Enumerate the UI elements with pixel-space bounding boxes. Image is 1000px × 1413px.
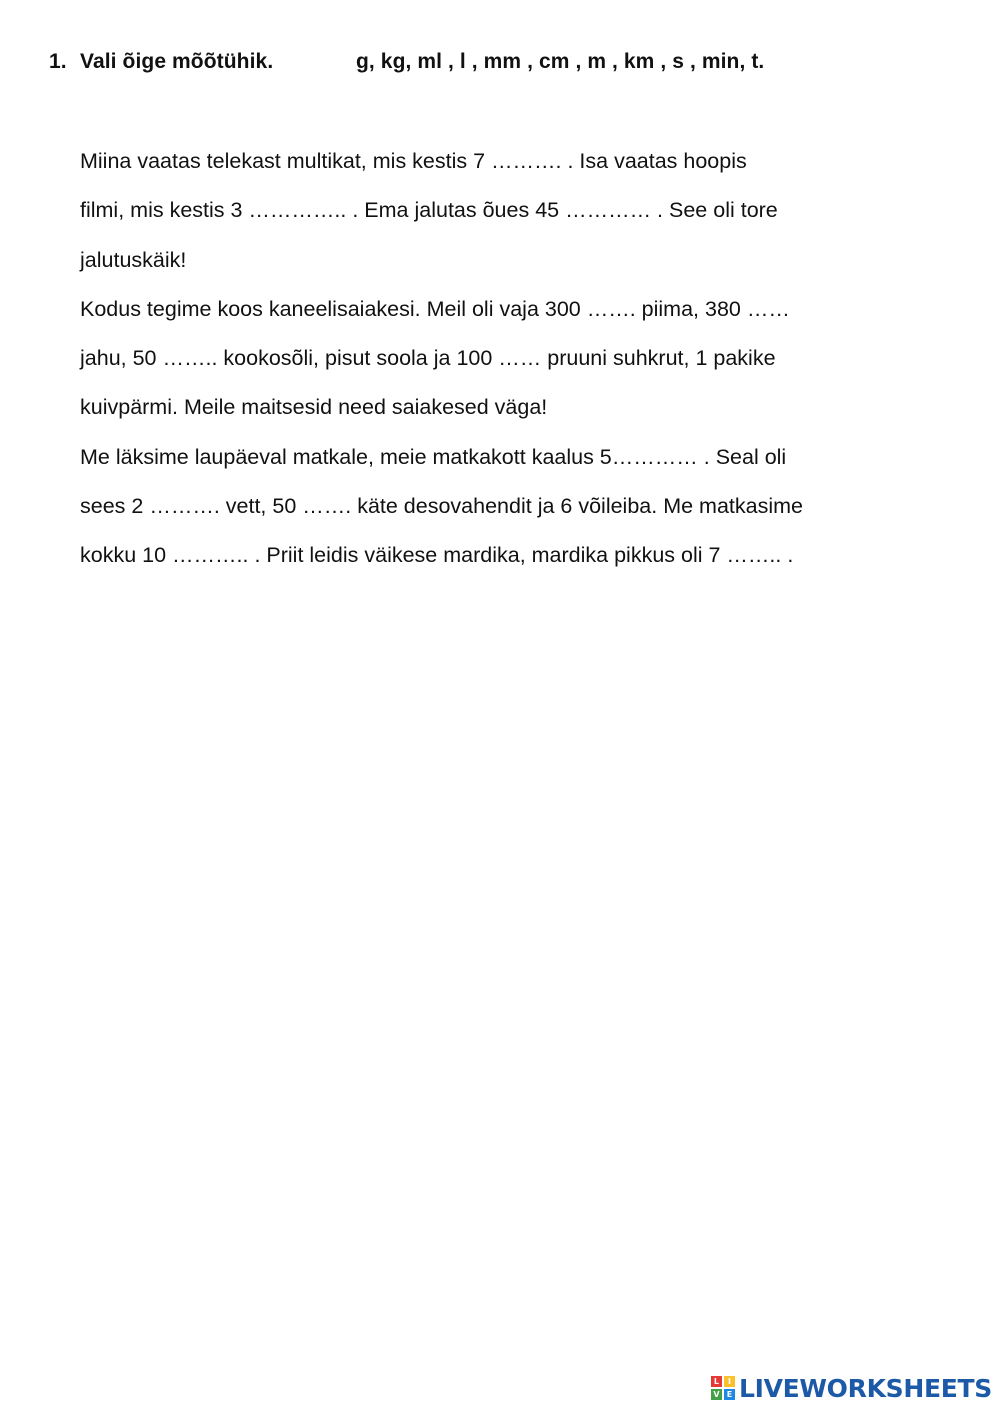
text-line[interactable]: filmi, mis kestis 3 ………….. . Ema jalutas õues 45 ………… . See oli tore: [80, 198, 778, 223]
task-header: [49, 50, 765, 74]
text-line[interactable]: Kodus tegime koos kaneelisaiakesi. Meil oli vaja 300 ……. piima, 380 ……: [80, 296, 790, 321]
task-number: 1.: [49, 50, 67, 73]
liveworksheets-logo-icon: [711, 1376, 735, 1400]
exercise-text: [80, 143, 940, 587]
liveworksheets-brand: [711, 1371, 992, 1405]
logo-letter: V: [711, 1389, 722, 1400]
text-line: jalutuskäik!: [80, 247, 187, 272]
logo-letter: L: [711, 1376, 722, 1387]
brand-name: LIVEWORKSHEETS: [738, 1373, 992, 1403]
text-line[interactable]: Me läksime laupäeval matkale, meie matkakott kaalus 5………… . Seal oli: [80, 444, 787, 469]
unit-options: g, kg, ml , l , mm , cm , m , km , s , min, t.: [356, 50, 765, 73]
text-line[interactable]: sees 2 ………. vett, 50 ……. käte desovahendit ja 6 võileiba. Me matkasime: [80, 494, 803, 519]
logo-letter: E: [724, 1389, 735, 1400]
task-title: Vali õige mõõtühik.: [80, 50, 274, 73]
text-line[interactable]: Miina vaatas telekast multikat, mis kestis 7 ………. . Isa vaatas hoopis: [80, 149, 747, 173]
logo-letter: I: [724, 1376, 735, 1387]
text-line[interactable]: kokku 10 ……….. . Priit leidis väikese mardika, mardika pikkus oli 7 …….. .: [80, 543, 794, 568]
text-line: kuivpärmi. Meile maitsesid need saiakesed väga!: [80, 395, 548, 420]
text-line[interactable]: jahu, 50 …….. kookosõli, pisut soola ja 100 …… pruuni suhkrut, 1 pakike: [80, 346, 776, 371]
